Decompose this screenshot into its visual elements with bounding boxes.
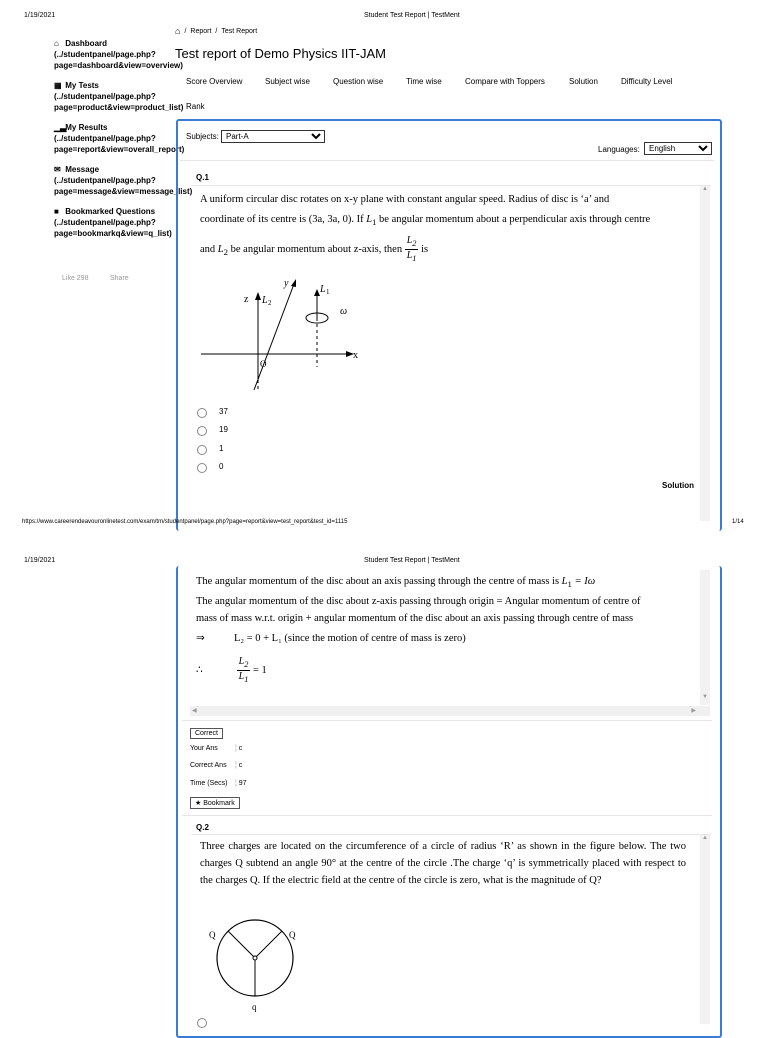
svg-text:2: 2	[268, 299, 272, 307]
divider-2	[182, 720, 712, 721]
origin-label: O	[260, 359, 267, 369]
share-button[interactable]: Share	[110, 275, 129, 282]
q2-option-a-radio[interactable]	[197, 1018, 207, 1028]
l1-label: L	[320, 284, 326, 295]
option-b-radio[interactable]	[197, 426, 207, 436]
tab-solution[interactable]: Solution	[569, 77, 598, 86]
bookmark-button[interactable]: ★ Bookmark	[190, 797, 240, 809]
sidebar-item-my-tests[interactable]: ▦ My Tests (../studentpanel/page.php? page=product&view=product_list)	[54, 81, 184, 112]
question-text: A uniform circular disc rotates on x-y plane with constant angular speed. Radius of disc is ‘a’ and coordinate of its centre is (3a, 3a, 0). If $L_1$ be angular momentum about a perpendicular axis through centre	[200, 194, 651, 228]
solution-equation-2: ∴ $\frac{L_2}{L_1}$ = 1	[196, 656, 267, 684]
question-text-line3: and $L_2$ be angular momentum about z-axis, then $\frac{L_2}{L_1}$ is	[200, 235, 429, 263]
solution-link[interactable]: Solution	[662, 481, 694, 490]
option-d-radio[interactable]	[197, 463, 207, 473]
solution-equation-1: ⇒ L₂ = 0 + L₁ (since the motion of centre of mass is zero)	[196, 633, 466, 644]
time-row: Time (Secs) ¦ 97	[190, 780, 247, 787]
ratio-fraction: $\frac{L_2}{L_1}$	[406, 235, 417, 263]
footer-url: https://www.careerendeavouronlinetest.com/exam/tm/studentpanel/page.php?page=report&view=test_report&test_id=1115	[22, 519, 348, 525]
tab-question-wise[interactable]: Question wise	[333, 77, 384, 86]
tab-difficulty-level[interactable]: Difficulty Level	[621, 77, 673, 86]
tests-icon: ▦	[54, 81, 62, 90]
charge-q1-label: Q	[209, 930, 216, 940]
languages-select[interactable]	[644, 142, 712, 155]
option-b-label: 19	[219, 425, 228, 434]
status-badge: Correct	[190, 728, 223, 739]
svg-text:1: 1	[326, 288, 330, 296]
breadcrumb: ⌂ / Report / Test Report	[175, 26, 258, 36]
sidebar-item-my-results[interactable]: ▁▃ My Results (../studentpanel/page.php? page=report&view=overall_report)	[54, 123, 185, 154]
divider	[180, 160, 714, 161]
option-a-radio[interactable]	[197, 408, 207, 418]
tab-score-overview[interactable]: Score Overview	[186, 77, 243, 86]
breadcrumb-report[interactable]: Report	[190, 27, 212, 35]
option-d-label: 0	[219, 462, 224, 471]
bar-chart-icon: ▁▃	[54, 123, 67, 132]
question-number: Q.1	[196, 173, 209, 182]
solution-line-1: The angular momentum of the disc about an axis passing through the centre of mass is $L_1 = I\omega$	[196, 576, 596, 590]
charge-q2-label: Q	[289, 930, 296, 940]
disc-axes-figure	[196, 272, 376, 392]
sidebar-item-bookmarked-questions[interactable]: ■ Bookmarked Questions (../studentpanel/page.php? page=bookmarkq&view=q_list)	[54, 207, 172, 238]
divider-3	[182, 815, 712, 816]
omega-label: ω	[340, 306, 348, 317]
subjects-select[interactable]	[221, 130, 325, 143]
sidebar-item-dashboard[interactable]: ⌂ Dashboard (../studentpanel/page.php? page=dashboard&view=overview)	[54, 39, 183, 70]
sidebar-item-message[interactable]: ✉ Message (../studentpanel/page.php? page=message&view=message_list)	[54, 165, 193, 196]
print-title: Student Test Report | TestMent	[364, 12, 460, 19]
page-title: Test report of Demo Physics IIT-JAM	[175, 46, 386, 61]
print-date-2: 1/19/2021	[24, 557, 56, 564]
question-number-2: Q.2	[196, 823, 209, 832]
question-text-2: Three charges are located on the circumference of a circle of radius ‘R’ as shown in the figure below. The two charges Q subtend an angle 90° at the centre of the circle .The charge ‘q’ is symmetrically placed with respect to the charges Q. If the electric field at the centre of the circle is zero, what is the magnitude of Q?	[200, 841, 686, 886]
home-icon[interactable]: ⌂	[175, 26, 181, 36]
question-scrollbar[interactable]: ▲	[700, 186, 710, 521]
option-c-label: 1	[219, 444, 224, 453]
print-date: 1/19/2021	[24, 12, 56, 19]
envelope-icon: ✉	[54, 165, 61, 174]
charge-small-q-label: q	[252, 1002, 257, 1012]
bookmark-icon: ■	[54, 207, 59, 216]
languages-label: Languages:	[598, 145, 640, 154]
solution-scrollbar[interactable]: ▼	[700, 570, 710, 705]
solution-line-2: The angular momentum of the disc about z-axis passing through origin = Angular momentum of centre of	[196, 596, 641, 607]
correct-answer-row: Correct Ans ¦ c	[190, 762, 243, 769]
subjects-label: Subjects:	[186, 132, 219, 141]
option-c-radio[interactable]	[197, 445, 207, 455]
solution-horizontal-scrollbar[interactable]: ◀ ▶	[190, 706, 710, 716]
solution-line-3: mass of mass w.r.t. origin + angular momentum of the disc about an axis passing through centre of mass	[196, 613, 634, 624]
like-button[interactable]: Like 298	[62, 275, 89, 282]
l2-label: L	[262, 295, 268, 306]
your-answer-row: Your Ans ¦ c	[190, 745, 243, 752]
y-axis-label: y	[284, 278, 289, 289]
tab-time-wise[interactable]: Time wise	[406, 77, 442, 86]
tab-subject-wise[interactable]: Subject wise	[265, 77, 310, 86]
tab-rank[interactable]: Rank	[186, 102, 205, 111]
home-icon: ⌂	[54, 39, 59, 48]
print-title-2: Student Test Report | TestMent	[364, 557, 460, 564]
x-axis-label: x	[353, 350, 358, 361]
page-number: 1/14	[732, 519, 744, 525]
charges-circle-figure	[205, 918, 305, 1014]
tab-compare-with-toppers[interactable]: Compare with Toppers	[465, 77, 545, 86]
z-axis-label: z	[244, 294, 249, 305]
question-scrollbar-2[interactable]: ▲	[700, 835, 710, 1024]
option-a-label: 37	[219, 407, 228, 416]
breadcrumb-test-report: Test Report	[221, 27, 258, 35]
